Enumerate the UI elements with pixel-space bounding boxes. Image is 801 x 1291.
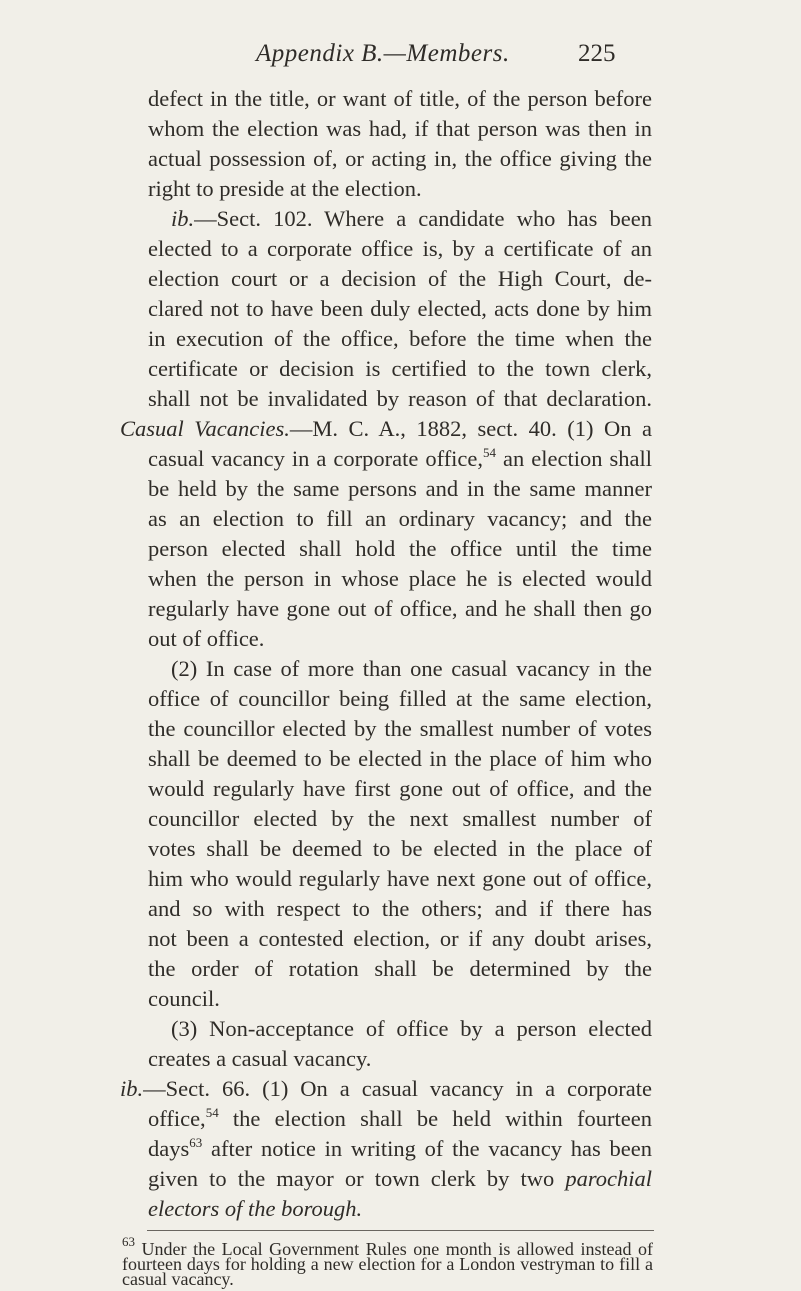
text-line: electors of the borough. xyxy=(148,1196,363,1221)
section-heading: Casual Vacancies. xyxy=(120,416,290,441)
text-line: votes shall be deemed to be elected in the place of xyxy=(148,836,652,861)
footnote-marker: 63 xyxy=(122,1234,135,1249)
text-line xyxy=(171,204,652,234)
footnote-rule xyxy=(147,1230,654,1231)
text-line: be held by the same persons and in the same manner xyxy=(148,476,652,501)
text-span: after notice in writing of the vacancy has been xyxy=(202,1136,652,1161)
text-span: office, xyxy=(148,1106,206,1131)
text-line: in execution of the office, before the time when the xyxy=(148,326,652,351)
text-line: elected to a corporate office is, by a certificate of an xyxy=(148,236,652,261)
section-ref: ib. xyxy=(120,1076,144,1101)
text-line: the councillor elected by the smallest number of votes xyxy=(148,716,652,741)
text-line: the order of rotation shall be determined by the xyxy=(148,956,652,981)
text-line: actual possession of, or acting in, the office giving the xyxy=(148,146,652,171)
text-line: shall not be invalidated by reason of that declaration. xyxy=(148,386,652,411)
text-line: and so with respect to the others; and if there has xyxy=(148,896,652,921)
text-line: out of office. xyxy=(148,626,265,651)
section-ref: ib. xyxy=(171,206,195,231)
text-line: him who would regularly have next gone out of office, xyxy=(148,866,652,891)
text-line: person elected shall hold the office until the time xyxy=(148,536,652,561)
text-span: an election shall xyxy=(496,446,652,471)
text-line xyxy=(120,1074,652,1104)
text-line: not been a contested election, or if any doubt arises, xyxy=(148,926,652,951)
text-span: —Sect. 66. (1) On a casual vacancy in a corporate xyxy=(143,1076,652,1101)
text-span: —Sect. 102. Where a candidate who has been xyxy=(194,206,652,231)
text-span: parochial xyxy=(565,1166,652,1191)
text-line: certificate or decision is certified to the town clerk, xyxy=(148,356,652,381)
text-line: clared not to have been duly elected, acts done by him xyxy=(148,296,652,321)
text-line: as an election to fill an ordinary vacancy; and the xyxy=(148,506,652,531)
footnote-ref: 54 xyxy=(205,1105,219,1120)
footnote-line: fourteen days for holding a new election for a London vestryman to fill a xyxy=(122,1254,653,1274)
text-line: shall be deemed to be elected in the place of him who xyxy=(148,746,652,771)
text-line xyxy=(148,444,652,474)
text-line: creates a casual vacancy. xyxy=(148,1046,372,1071)
text-line: (2) In case of more than one casual vacancy in the xyxy=(171,656,652,681)
text-line: council. xyxy=(148,986,220,1011)
footnote-line: casual vacancy. xyxy=(122,1269,234,1289)
text-span: Under the Local Government Rules one month is allowed instead of xyxy=(135,1239,653,1259)
text-span: given to the mayor or town clerk by two xyxy=(148,1166,566,1191)
text-line: office of councillor being filled at the same election, xyxy=(148,686,652,711)
running-head: Appendix B.—Members. xyxy=(256,40,510,67)
footnote-ref: 63 xyxy=(189,1135,203,1150)
text-line: (3) Non-acceptance of office by a person elected xyxy=(171,1016,652,1041)
text-span: days xyxy=(148,1136,190,1161)
footnote-ref: 54 xyxy=(483,445,497,460)
text-span: —M. C. A., 1882, sect. 40. (1) On a xyxy=(289,416,652,441)
text-line: defect in the title, or want of title, of the person before xyxy=(148,86,652,111)
text-span: the election shall be held within fourteen xyxy=(218,1106,652,1131)
text-line: regularly have gone out of office, and he shall then go xyxy=(148,596,652,621)
page-number: 225 xyxy=(578,40,616,67)
text-line xyxy=(148,1104,652,1134)
text-line: when the person in whose place he is elected would xyxy=(148,566,652,591)
text-line: right to preside at the election. xyxy=(148,176,422,201)
text-line: whom the election was had, if that person was then in xyxy=(148,116,652,141)
text-line: would regularly have first gone out of office, and the xyxy=(148,776,652,801)
text-line: councillor elected by the next smallest number of xyxy=(148,806,652,831)
text-line: election court or a decision of the High Court, de- xyxy=(148,266,652,291)
text-line xyxy=(148,1134,652,1164)
text-line xyxy=(148,1164,652,1194)
text-span: casual vacancy in a corporate office, xyxy=(148,446,484,471)
text-line xyxy=(120,414,652,444)
